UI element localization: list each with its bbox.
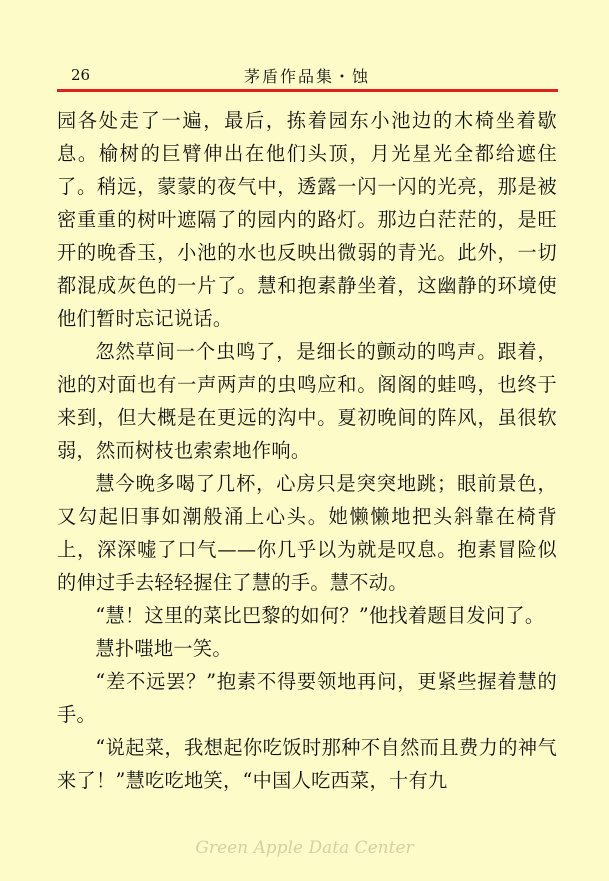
paragraph-7: “说起菜，我想起你吃饭时那种不自然而且费力的神气来了！”慧吃吃地笑，“中国人吃西菜，十有九 bbox=[57, 736, 557, 792]
paragraph-3: 慧今晚多喝了几杯，心房只是突突地跳；眼前景色，又勾起旧事如潮般涌上心头。她懒懒地把头斜靠在椅背上，深深嘘了口气——你几乎以为就是叹息。抱素冒险似的伸过手去轻轻握住了慧的手。慧不动。 bbox=[57, 472, 557, 594]
paragraph-2: 忽然草间一个虫鸣了，是细长的颤动的鸣声。跟着，池的对面也有一声两声的虫鸣应和。阁阁的蛙鸣，也终于来到，但大概是在更远的沟中。夏初晚间的阵风，虽很软弱，然而树枝也索索地作响。 bbox=[57, 340, 557, 462]
paragraph-6: “差不远罢？”抱素不得要领地再问，更紧些握着慧的手。 bbox=[57, 670, 557, 726]
paragraph-1: 园各处走了一遍，最后，拣着园东小池边的木椅坐着歇息。榆树的巨臂伸出在他们头顶，月光星光全都给遮住了。稍远，蒙蒙的夜气中，透露一闪一闪的光亮，那是被密重重的树叶遮隔了的园内的路灯。那边白茫茫的，是旺开的晚香玉，小池的水也反映出微弱的青光。此外，一切都混成灰色的一片了。慧和抱素静坐着，这幽静的环境使他们暂时忘记说话。 bbox=[57, 109, 557, 330]
body-text bbox=[57, 104, 557, 797]
paragraph-4: “慧！这里的菜比巴黎的如何？”他找着题目发问了。 bbox=[95, 604, 545, 627]
watermark: Green Apple Data Center bbox=[195, 838, 414, 858]
page-number: 26 bbox=[71, 66, 91, 84]
page-header bbox=[57, 64, 557, 88]
header-rule bbox=[57, 89, 558, 92]
running-title: 茅盾作品集・蚀 bbox=[243, 67, 370, 86]
paragraph-5: 慧扑嗤地一笑。 bbox=[95, 637, 232, 660]
